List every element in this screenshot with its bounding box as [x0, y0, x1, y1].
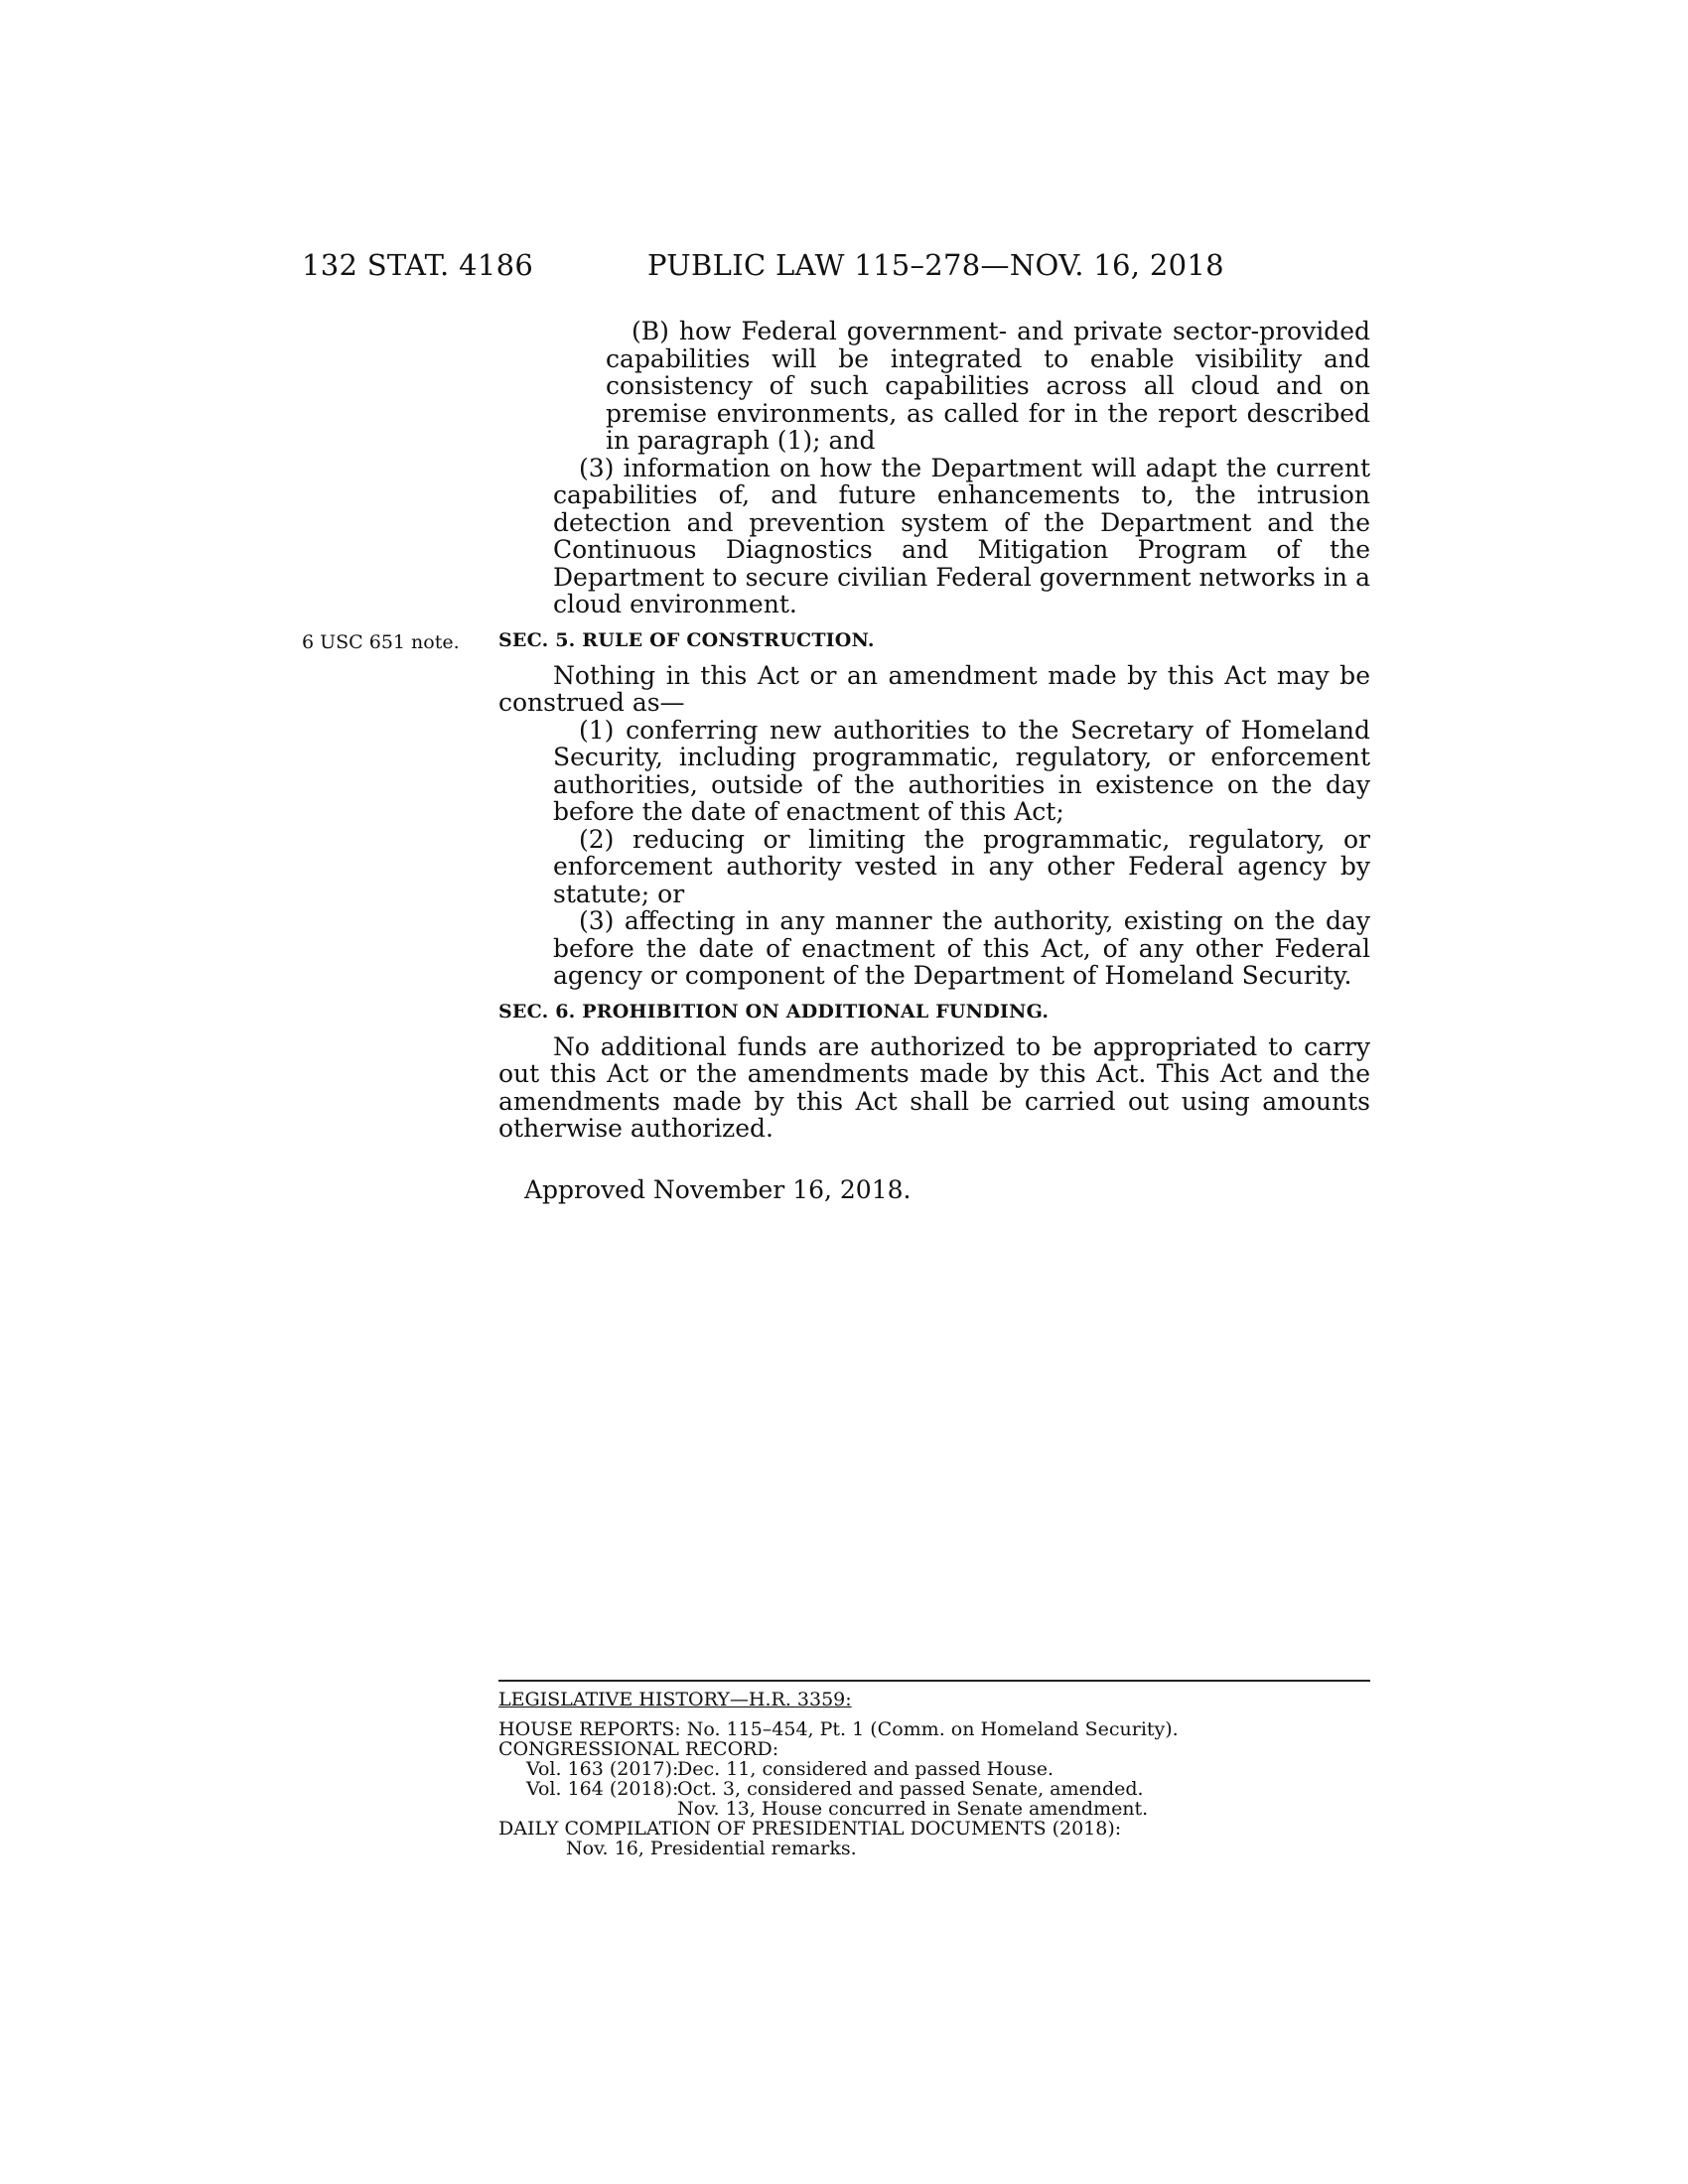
subparagraph-b: (B) how Federal government- and private sector-provided capabilities will be integrated to enable visibility and consistency of such capabilities across all cloud and on premise environments, as called for in the report described in paragraph (1); and	[606, 317, 1370, 455]
congressional-record: CONGRESSIONAL RECORD:	[498, 1738, 779, 1760]
section-5-intro: Nothing in this Act or an amendment made by this Act may be construed as—	[498, 660, 1370, 717]
running-header-title: PUBLIC LAW 115–278—NOV. 16, 2018	[647, 248, 1224, 282]
section-5-paragraph-1: (1) conferring new authorities to the Secretary of Homeland Security, including programmatic, regulatory, or enforcement authorities, outside of the authorities in existence on the day before the date of enactment of this Act;	[553, 715, 1370, 826]
record-vol-164	[498, 1779, 1370, 1799]
footnote-rule	[498, 1680, 1370, 1682]
main-text-column	[498, 318, 1370, 1203]
record-vol-164-continued: Nov. 13, House concurred in Senate amendment.	[677, 1798, 1149, 1820]
page-stat-number: 132 STAT. 4186	[302, 248, 534, 282]
margin-note: 6 USC 651 note.	[302, 631, 460, 653]
record-vol-164-text: Oct. 3, considered and passed Senate, amended.	[677, 1778, 1144, 1800]
section-5-heading: SEC. 5. RULE OF CONSTRUCTION.	[498, 628, 875, 651]
section-6-text: No additional funds are authorized to be appropriated to carry out this Act or the amendments made by this Act. This Act and the amendments made by this Act shall be carried out using amounts otherwise authorized.	[498, 1031, 1370, 1143]
paragraph-3: (3) information on how the Department will adapt the current capabilities of, and future enhancements to, the intrusion detection and prevention system of the Department and the Continuous Diagnostics and Mitigation Program of the Department to secure civilian Federal government networks in a cloud environment.	[553, 453, 1370, 618]
legislative-history	[498, 1690, 1370, 1858]
house-reports: HOUSE REPORTS: No. 115–454, Pt. 1 (Comm. on Homeland Security).	[498, 1718, 1179, 1740]
record-vol-163-label: Vol. 163 (2017):	[526, 1758, 679, 1780]
history-title: LEGISLATIVE HISTORY—H.R. 3359:	[498, 1689, 852, 1710]
daily-compilation-item: Nov. 16, Presidential remarks.	[566, 1838, 857, 1859]
approval-date: Approved November 16, 2018.	[524, 1174, 912, 1204]
record-vol-163	[498, 1759, 1370, 1779]
record-vol-164-label: Vol. 164 (2018):	[526, 1778, 679, 1800]
section-5-paragraph-3: (3) affecting in any manner the authority, existing on the day before the date of enactment of this Act, of any other Federal agency or component of the Department of Homeland Security.	[553, 906, 1370, 990]
record-vol-163-text: Dec. 11, considered and passed House.	[677, 1758, 1055, 1780]
section-6-heading: SEC. 6. PROHIBITION ON ADDITIONAL FUNDING.	[498, 1000, 1050, 1023]
daily-compilation: DAILY COMPILATION OF PRESIDENTIAL DOCUMENTS (2018):	[498, 1818, 1122, 1840]
section-5-paragraph-2: (2) reducing or limiting the programmatic, regulatory, or enforcement authority vested in any other Federal agency by statute; or	[553, 824, 1370, 908]
